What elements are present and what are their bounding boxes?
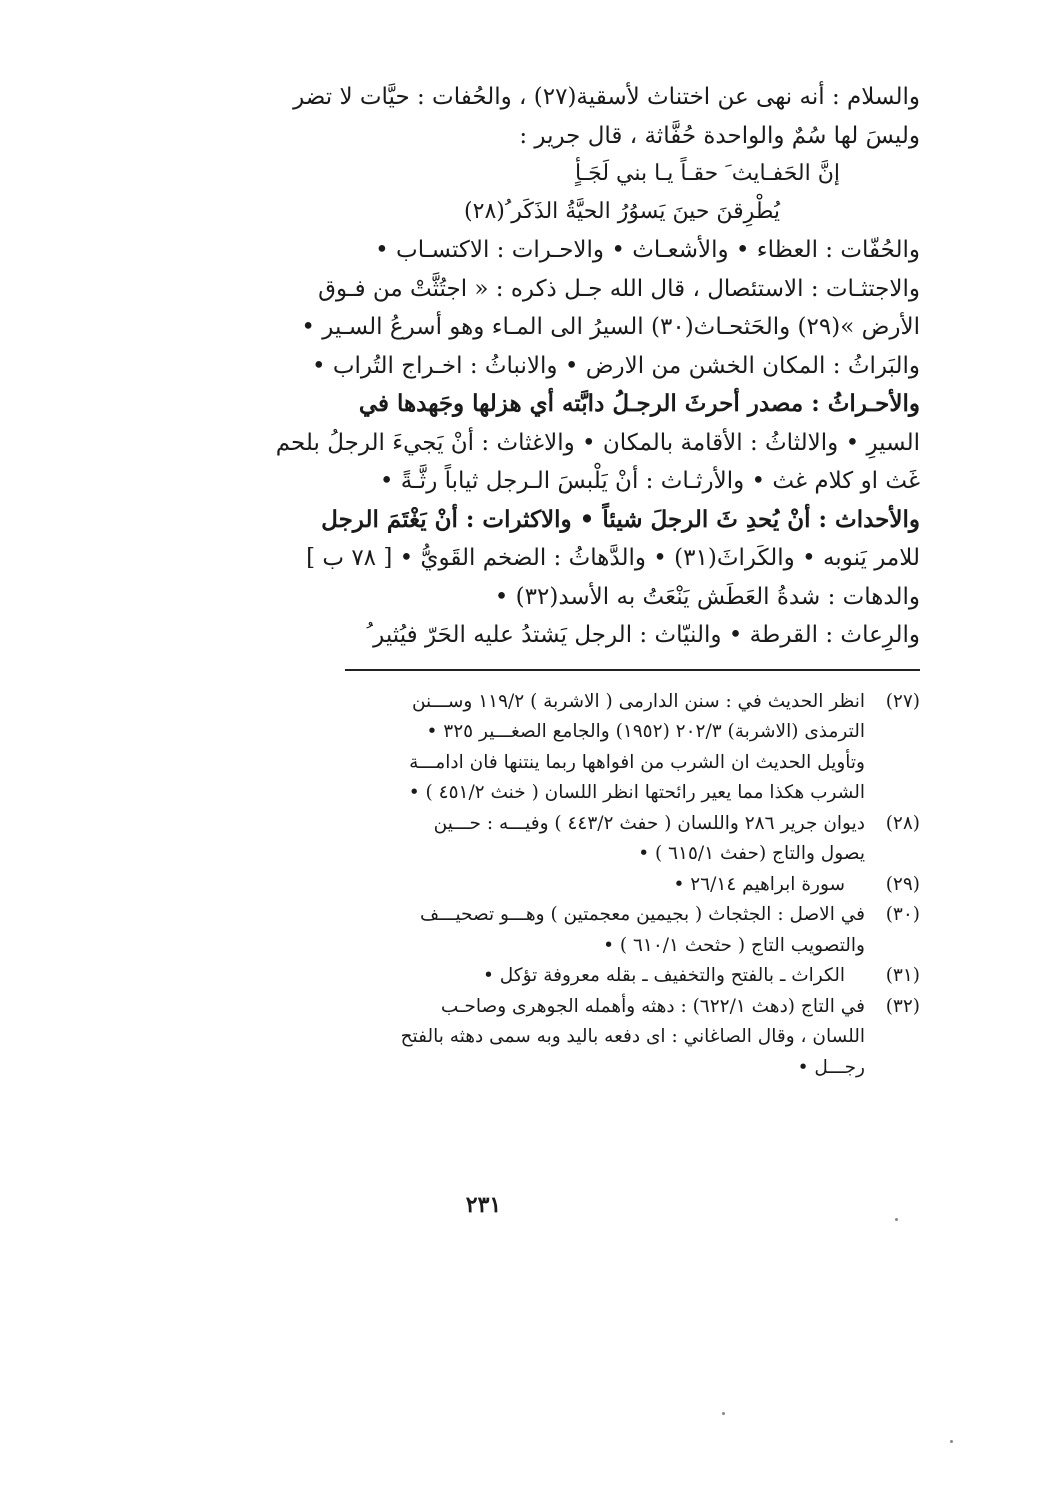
scan-speck [895,1218,898,1221]
page-body [150,78,920,1083]
page-number: ٢٣١ [465,1192,502,1218]
text-line: الأرض »(٢٩) والحَثحـاث(٣٠) السيرُ الى المـاء وهو أسرعُ السـير • [301,314,920,340]
footnote-line: ديوان جرير ٢٨٦ واللسان ( حفث ٤٤٣/٢ ) وفيـــه : حـــين [433,812,865,834]
footnote-line: في الاصل : الجثجاث ( بجيمين معجمتين ) وهـــو تصحيـــف [420,904,865,925]
text-line: والحُفّات : العظاء • والأشعـاث • والاحـرات : الاكتسـاب • [375,237,920,263]
main-text [150,78,920,655]
footnote-line: الكراث ـ بالفتح والتخفيف ـ بقله معروفة تؤكل • [483,965,845,986]
scan-speck [950,1440,953,1443]
text-line: والأحداث : أنْ يُحدِ ثَ الرجلَ شيئاً • والاكثرات : أنْ يَغْتَمَ الرجل [321,505,920,533]
footnote-line: انظر الحديث في : سنن الدارمى ( الاشربة ) ١١٩/٢ وســـنن [411,690,865,712]
footnote-line: اللسان ، وقال الصاغاني : اى دفعه باليد وبه سمى دهثه بالفتح [400,1026,865,1047]
text-line: السيرِ • والالثاثُ : الأقامة بالمكان • والاغثاث : أنْ يَجيءَ الرجلُ بلحم [275,429,920,456]
footnote-line: الترمذى (الاشربة) ٢٠٢/٣ (١٩٥٢) والجامع الصغـــير ٣٢٥ • [426,721,865,742]
footnote-number: (٣٠) [885,904,920,925]
footnote-number: (٢٨) [885,812,920,834]
text-line: والرِعاث : القرطة • والنيّاث : الرجل يَشتدُ عليه الحَرّ فيُثير ُ [366,622,920,648]
footnotes [150,687,920,1084]
footnote [150,870,920,901]
text-line: والبَراثُ : المكان الخشن من الارض • والانباثُ : اخـراج التُراب • [311,352,920,379]
footnote-divider [345,669,920,671]
footnote-number: (٢٩) [885,873,920,895]
footnote [150,900,920,961]
verse-hemistich-1: إنَّ الحَفـايث َ حقـاً يـا بني لَجَـأٍ [575,161,840,186]
footnote-line: في التاج (دهث ٦٢٢/١) : دهثه وأهمله الجوهرى وصاحـب [440,995,865,1017]
text-line: والأحـراثُ : مصدر أحرثَ الرجـلُ دابَّته أي هزلها وجَهدها في [358,390,920,417]
text-line: والسلام : أنه نهى عن اختناث لأسقية(٢٧) ، والحُفات : حيَّات لا تضر [293,84,920,110]
footnote-line: رجـــل • [797,1056,865,1078]
text-line: غَث او كلام غث • والأرثـاث : أنْ يَلْبسَ الـرجل ثياباً رثَّـةً • [379,468,920,494]
text-line: والدهات : شدةُ العَطَش يَنْعَتُ به الأسد(٣٢) • [494,583,920,610]
footnote-line: وتأويل الحديث ان الشرب من افواهها ربما ينتنها فان ادامـــة [409,751,865,773]
footnote-number: (٢٧) [885,690,920,712]
footnote-line: الشرب هكذا مما يعير رائحتها انظر اللسان ( خنث ٤٥١/٢ ) • [408,782,865,803]
footnote-number: (٣٢) [885,995,920,1017]
scan-speck [722,1412,725,1415]
footnote [150,961,920,992]
text-line: والاجتثـات : الاستئصال ، قال الله جـل ذكره : « اجتُثَّتْ من فـوق [318,275,920,302]
text-line: وليسَ لها سُمٌ والواحدة حُفَّاثة ، قال جرير : [519,122,920,149]
footnote [150,687,920,809]
footnote-line: سورة ابراهيم ٢٦/١٤ • [673,873,845,895]
footnote [150,992,920,1084]
poem-verse [150,155,920,231]
footnote-line: والتصويب التاج ( حثحث ٦١٠/١ ) • [603,934,865,956]
footnote [150,809,920,870]
footnote-line: يصول والتاج (حفث ٦١٥/١ ) • [638,843,865,864]
text-line: للامر يَنوبه • والكَراثَ(٣١) • والدَّهاثُ : الضخم القَويُّ • [ ٧٨ ب ] [306,545,920,571]
verse-hemistich-2: يُطْرِقنَ حينَ يَسوُرُ الحيَّةُ الذَكَر ُ(٢٨) [464,199,780,224]
footnote-number: (٣١) [885,965,920,986]
